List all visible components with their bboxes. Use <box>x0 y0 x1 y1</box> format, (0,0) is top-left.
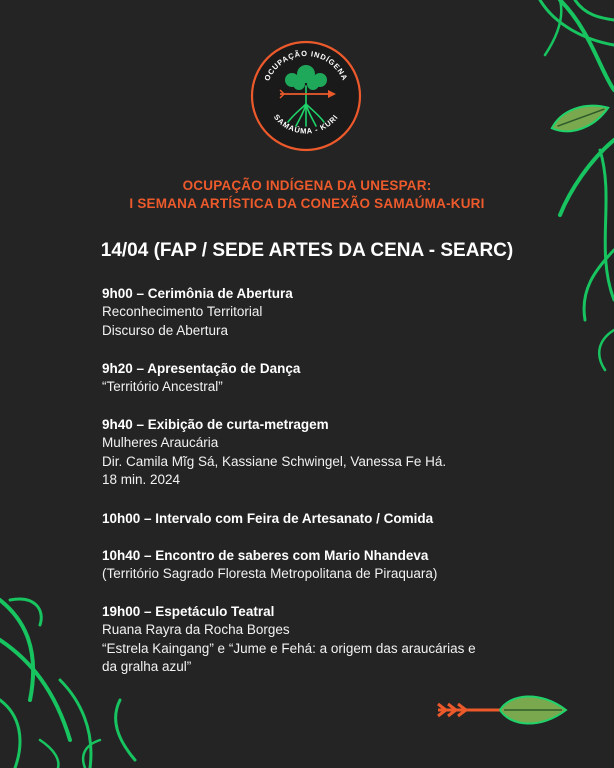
ocupacao-indigena-logo <box>250 40 362 152</box>
schedule-item-detail: “Estrela Kaingang” e “Jume e Fehá: a origem das araucárias e <box>102 640 476 656</box>
schedule-item-title: 9h00 – Cerimônia de Abertura <box>102 286 293 301</box>
schedule-item <box>102 603 532 677</box>
schedule-item <box>102 547 532 584</box>
schedule-item-title: 9h20 – Apresentação de Dança <box>102 361 301 376</box>
arrow-icon <box>438 696 566 723</box>
schedule-item-title: 19h00 – Espetáculo Teatral <box>102 604 275 619</box>
schedule-item-detail: Reconhecimento Territorial <box>102 304 263 319</box>
date-venue-heading: 14/04 (FAP / SEDE ARTES DA CENA - SEARC) <box>100 240 514 261</box>
schedule-item-title: 10h00 – Intervalo com Feira de Artesanato / Comida <box>102 511 434 526</box>
schedule-item-title: 10h40 – Encontro de saberes com Mario Nhandeva <box>102 548 429 563</box>
schedule-item-detail: Discurso de Abertura <box>102 322 229 338</box>
event-title-line-1: OCUPAÇÃO INDÍGENA DA UNESPAR: <box>182 178 432 193</box>
schedule-item <box>102 510 532 528</box>
schedule-item-detail: Ruana Rayra da Rocha Borges <box>102 622 290 637</box>
schedule-item <box>102 285 532 340</box>
event-title-line-2: I SEMANA ARTÍSTICA DA CONEXÃO SAMAÚMA-KURI <box>129 196 485 211</box>
schedule-item-detail: Mulheres Araucária <box>102 435 219 450</box>
schedule-item-title: 9h40 – Exibição de curta-metragem <box>102 417 329 432</box>
svg-text:OCUPAÇÃO INDÍGENA: OCUPAÇÃO INDÍGENA <box>262 48 350 83</box>
schedule-item-detail: “Território Ancestral” <box>102 379 223 394</box>
schedule-item-detail: (Território Sagrado Floresta Metropolitana de Piraquara) <box>102 566 438 581</box>
schedule-item-detail: 18 min. 2024 <box>102 472 181 487</box>
schedule-item <box>102 416 532 490</box>
schedule-item-detail: da gralha azul” <box>102 659 192 674</box>
svg-text:SAMAÚMA - KURI: SAMAÚMA - KURI <box>271 112 340 136</box>
schedule-item-detail: Dir. Camila Mĩg Sá, Kassiane Schwingel, Vanessa Fe Há. <box>102 453 447 469</box>
schedule-item <box>102 360 532 397</box>
